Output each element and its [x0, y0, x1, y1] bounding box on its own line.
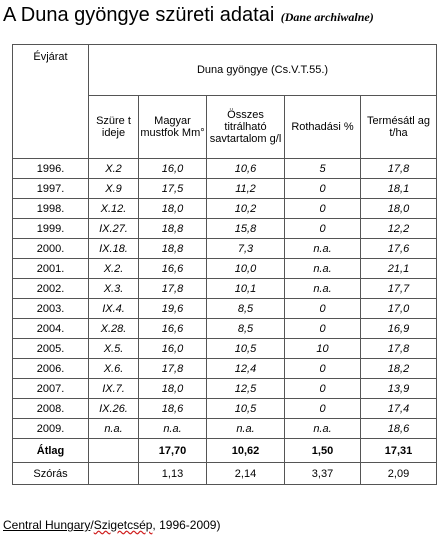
cell-must-degree: 17,5: [139, 179, 207, 199]
table-row: [13, 359, 437, 379]
cell-must-degree: 16,0: [139, 159, 207, 179]
cell-year: 2002.: [13, 279, 89, 299]
stddev-row-cell-yield: 2,09: [361, 463, 437, 485]
average-row: [13, 439, 437, 463]
average-row-cell-must-degree: 17,70: [139, 439, 207, 463]
cell-must-degree: 16,6: [139, 319, 207, 339]
table-row: [13, 279, 437, 299]
cell-must-degree: 18,0: [139, 379, 207, 399]
caption-years: , 1996-2009): [152, 518, 221, 532]
title-note: (Dane archiwalne): [280, 10, 374, 24]
cell-harvest-date: X.28.: [89, 319, 139, 339]
cell-rot: 5: [285, 159, 361, 179]
stddev-row-cell-must-degree: 1,13: [139, 463, 207, 485]
header-must-degree: Magyar mustfok Mm°: [139, 96, 207, 159]
cell-titratable-acid: 10,5: [207, 339, 285, 359]
cell-year: 1999.: [13, 219, 89, 239]
caption-separator: /: [90, 518, 94, 532]
cell-harvest-date: IX.7.: [89, 379, 139, 399]
title-main: A Duna gyöngye szüreti adatai: [3, 4, 275, 26]
table-row: [13, 399, 437, 419]
cell-titratable-acid: 10,1: [207, 279, 285, 299]
cell-titratable-acid: 8,5: [207, 299, 285, 319]
cell-must-degree: 17,8: [139, 279, 207, 299]
header-row-group: [13, 45, 437, 96]
header-variety-group: Duna gyöngye (Cs.V.T.55.): [89, 45, 437, 96]
table-row: [13, 159, 437, 179]
cell-titratable-acid: 10,2: [207, 199, 285, 219]
header-titratable-acid: Összes titrálható savtartalom g/l: [207, 96, 285, 159]
stddev-row-cell-year: Szórás: [13, 463, 89, 485]
cell-yield: 18,0: [361, 199, 437, 219]
cell-must-degree: 18,8: [139, 239, 207, 259]
cell-harvest-date: X.5.: [89, 339, 139, 359]
cell-year: 2004.: [13, 319, 89, 339]
cell-rot: 0: [285, 179, 361, 199]
cell-rot: 0: [285, 219, 361, 239]
cell-titratable-acid: 15,8: [207, 219, 285, 239]
cell-year: 2009.: [13, 419, 89, 439]
cell-titratable-acid: 10,5: [207, 399, 285, 419]
cell-rot: 0: [285, 199, 361, 219]
cell-rot: 10: [285, 339, 361, 359]
cell-must-degree: 19,6: [139, 299, 207, 319]
cell-titratable-acid: 12,4: [207, 359, 285, 379]
cell-harvest-date: X.3.: [89, 279, 139, 299]
cell-rot: 0: [285, 359, 361, 379]
table-row: [13, 419, 437, 439]
header-yield: Termésátl ag t/ha: [361, 96, 437, 159]
cell-year: 2007.: [13, 379, 89, 399]
cell-harvest-date: X.9: [89, 179, 139, 199]
cell-rot: n.a.: [285, 259, 361, 279]
cell-yield: 17,6: [361, 239, 437, 259]
cell-yield: 12,2: [361, 219, 437, 239]
cell-titratable-acid: 10,6: [207, 159, 285, 179]
cell-yield: 17,7: [361, 279, 437, 299]
cell-titratable-acid: 11,2: [207, 179, 285, 199]
cell-must-degree: 16,6: [139, 259, 207, 279]
cell-yield: 16,9: [361, 319, 437, 339]
cell-titratable-acid: 7,3: [207, 239, 285, 259]
page-title: [3, 4, 439, 32]
average-row-cell-yield: 17,31: [361, 439, 437, 463]
cell-rot: n.a.: [285, 239, 361, 259]
cell-titratable-acid: 8,5: [207, 319, 285, 339]
cell-rot: n.a.: [285, 279, 361, 299]
stddev-row-cell-titratable-acid: 2,14: [207, 463, 285, 485]
average-row-cell-harvest-date: [89, 439, 139, 463]
header-rot: Rothadási %: [285, 96, 361, 159]
cell-yield: 18,1: [361, 179, 437, 199]
cell-year: 2006.: [13, 359, 89, 379]
cell-yield: 18,6: [361, 419, 437, 439]
table-row: [13, 179, 437, 199]
cell-yield: 13,9: [361, 379, 437, 399]
average-row-cell-rot: 1,50: [285, 439, 361, 463]
cell-year: 2003.: [13, 299, 89, 319]
cell-rot: 0: [285, 399, 361, 419]
table-row: [13, 379, 437, 399]
cell-harvest-date: IX.26.: [89, 399, 139, 419]
cell-rot: n.a.: [285, 419, 361, 439]
stddev-row: [13, 463, 437, 485]
average-row-cell-titratable-acid: 10,62: [207, 439, 285, 463]
stddev-row-cell-rot: 3,37: [285, 463, 361, 485]
table-row: [13, 259, 437, 279]
cell-yield: 17,4: [361, 399, 437, 419]
table-row: [13, 339, 437, 359]
cell-year: 1997.: [13, 179, 89, 199]
cell-rot: 0: [285, 379, 361, 399]
cell-harvest-date: IX.18.: [89, 239, 139, 259]
cell-rot: 0: [285, 319, 361, 339]
cell-rot: 0: [285, 299, 361, 319]
cell-year: 2005.: [13, 339, 89, 359]
caption-place: Szigetcsép: [93, 518, 153, 532]
cell-year: 1998.: [13, 199, 89, 219]
cell-year: 2001.: [13, 259, 89, 279]
cell-must-degree: 18,0: [139, 199, 207, 219]
cell-must-degree: 17,8: [139, 359, 207, 379]
cell-must-degree: 18,6: [139, 399, 207, 419]
cell-titratable-acid: 10,0: [207, 259, 285, 279]
header-harvest-date: Szüre t ideje: [89, 96, 139, 159]
cell-yield: 17,0: [361, 299, 437, 319]
source-caption: [3, 518, 220, 532]
cell-must-degree: 18,8: [139, 219, 207, 239]
table-row: [13, 239, 437, 259]
table-row: [13, 299, 437, 319]
table-row: [13, 219, 437, 239]
cell-yield: 18,2: [361, 359, 437, 379]
cell-yield: 21,1: [361, 259, 437, 279]
table-row: [13, 199, 437, 219]
cell-titratable-acid: n.a.: [207, 419, 285, 439]
harvest-data-table: [12, 44, 437, 485]
cell-must-degree: 16,0: [139, 339, 207, 359]
table-row: [13, 319, 437, 339]
stddev-row-cell-harvest-date: [89, 463, 139, 485]
cell-harvest-date: X.12.: [89, 199, 139, 219]
header-year: Évjárat: [13, 45, 89, 159]
cell-harvest-date: X.2: [89, 159, 139, 179]
cell-harvest-date: IX.27.: [89, 219, 139, 239]
cell-yield: 17,8: [361, 339, 437, 359]
cell-harvest-date: X.6.: [89, 359, 139, 379]
cell-harvest-date: X.2.: [89, 259, 139, 279]
cell-must-degree: n.a.: [139, 419, 207, 439]
caption-region: Central Hungary: [3, 518, 91, 532]
cell-yield: 17,8: [361, 159, 437, 179]
cell-year: 2008.: [13, 399, 89, 419]
cell-harvest-date: n.a.: [89, 419, 139, 439]
cell-harvest-date: IX.4.: [89, 299, 139, 319]
cell-year: 2000.: [13, 239, 89, 259]
cell-titratable-acid: 12,5: [207, 379, 285, 399]
cell-year: 1996.: [13, 159, 89, 179]
average-row-cell-year: Átlag: [13, 439, 89, 463]
